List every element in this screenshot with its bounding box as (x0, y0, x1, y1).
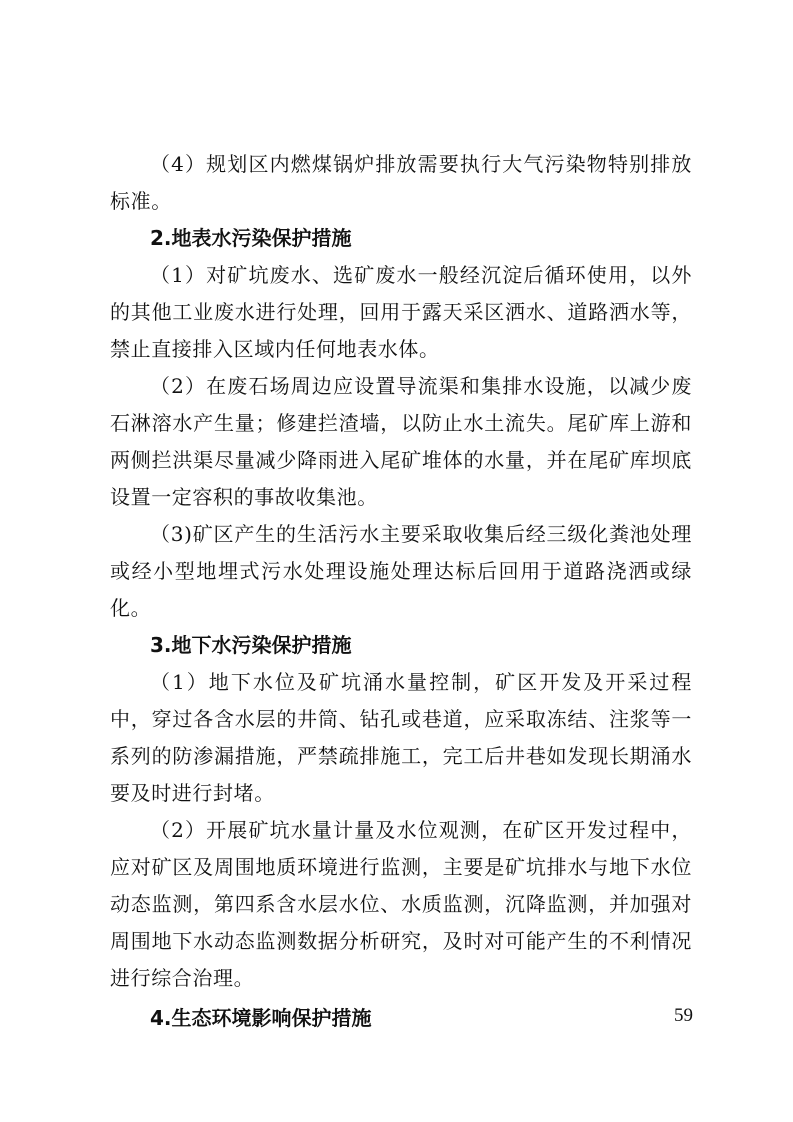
section-heading-surface-water: 2.地表水污染保护措施 (150, 226, 352, 250)
paragraph-4-boiler-emission: （4）规划区内燃煤锅炉排放需要执行大气污染物特别排放标准。 (110, 152, 692, 213)
paragraph-surface-water-1: （1）对矿坑废水、选矿废水一般经沉淀后循环使用，以外的其他工业废水进行处理，回用于露天采区洒水、道路洒水等，禁止直接排入区域内任何地表水体。 (110, 263, 692, 361)
page-body (110, 146, 692, 1037)
paragraph-surface-water-3: （3)矿区产生的生活污水主要采取收集后经三级化粪池处理或经小型地埋式污水处理设施处理达标后回用于道路浇洒或绿化。 (110, 522, 692, 620)
paragraph-surface-water-2: （2）在废石场周边应设置导流渠和集排水设施，以减少废石淋溶水产生量；修建拦渣墙，以防止水土流失。尾矿库上游和两侧拦洪渠尽量减少降雨进入尾矿堆体的水量，并在尾矿库坝底设置一定容积的事故收集池。 (110, 374, 692, 509)
paragraph-groundwater-2: （2）开展矿坑水量计量及水位观测，在矿区开发过程中，应对矿区及周围地质环境进行监测，主要是矿坑排水与地下水位动态监测，第四系含水层水位、水质监测，沉降监测，并加强对周围地下水动态监测数据分析研究，及时对可能产生的不利情况进行综合治理。 (110, 818, 692, 990)
section-heading-groundwater: 3.地下水污染保护措施 (150, 633, 352, 657)
page-number: 59 (674, 1005, 693, 1026)
section-heading-ecology: 4.生态环境影响保护措施 (150, 1006, 372, 1030)
paragraph-groundwater-1: （1）地下水位及矿坑涌水量控制，矿区开发及开采过程中，穿过各含水层的井筒、钻孔或巷道，应采取冻结、注浆等一系列的防渗漏措施，严禁疏排施工，完工后井巷如发现长期涌水要及时进行封堵。 (110, 670, 692, 805)
